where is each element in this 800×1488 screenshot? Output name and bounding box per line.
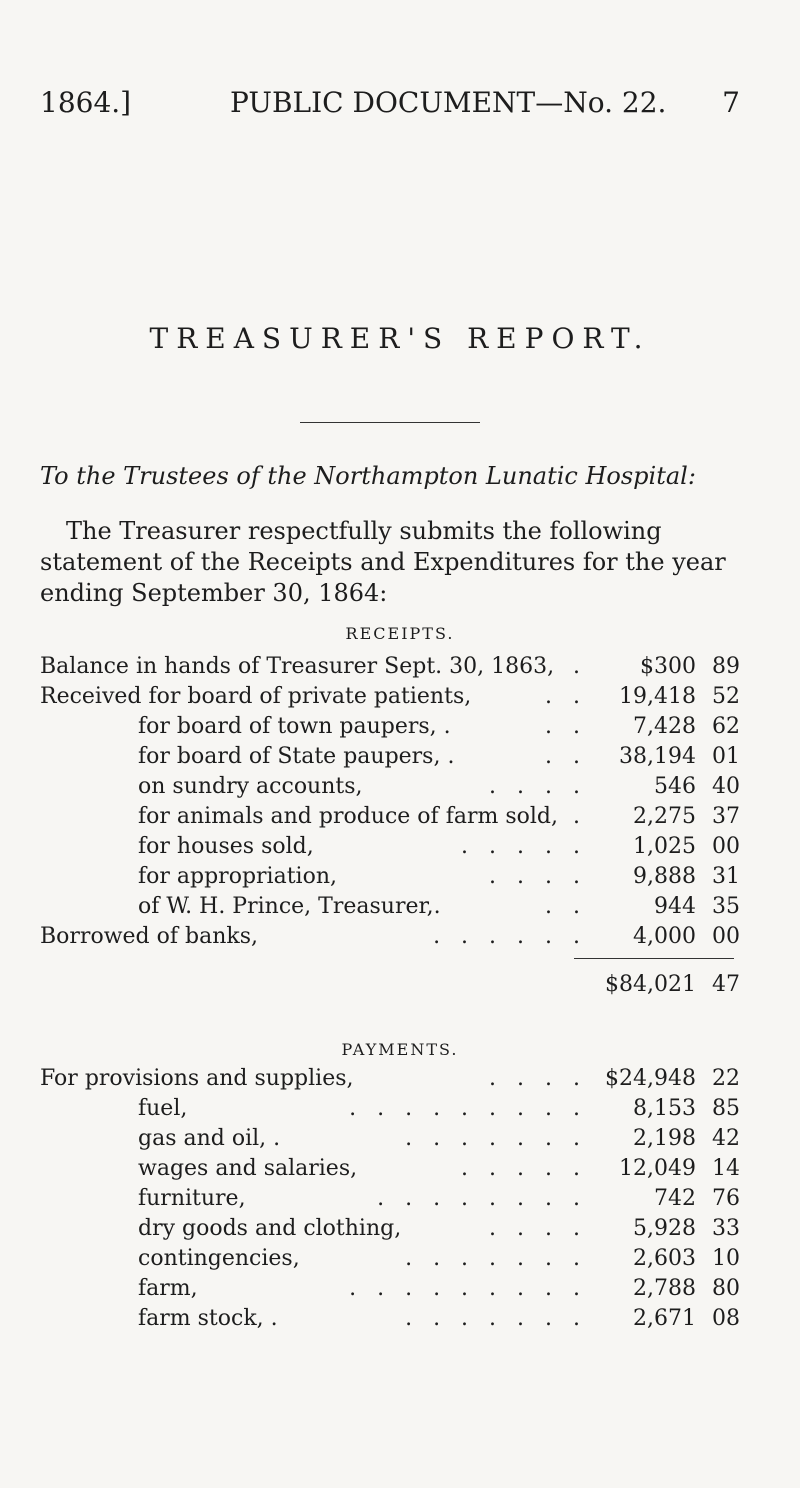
row-dollars: 2,671 — [633, 1306, 696, 1331]
table-row — [40, 802, 740, 832]
leader-dots: . . . . — [489, 1216, 580, 1241]
row-cents: 00 — [712, 834, 740, 859]
leader-dots: . . — [545, 714, 580, 739]
payments-table — [40, 1064, 740, 1334]
row-label: on sundry accounts, — [138, 774, 363, 799]
table-row — [40, 682, 740, 712]
receipts-total — [40, 970, 740, 1000]
leader-dots: . . . . . — [461, 1156, 580, 1181]
leader-dots: . . . . — [489, 774, 580, 799]
row-label: fuel, — [138, 1096, 188, 1121]
row-label: for board of State paupers, . — [138, 744, 455, 769]
row-label: furniture, — [138, 1186, 246, 1211]
table-row — [40, 862, 740, 892]
page-number: 7 — [722, 86, 740, 119]
row-dollars: 2,198 — [633, 1126, 696, 1151]
row-label: For provisions and supplies, — [40, 1066, 354, 1091]
receipts-total-cents: 47 — [712, 972, 740, 997]
row-cents: 89 — [712, 654, 740, 679]
row-dollars: 9,888 — [633, 864, 696, 889]
row-cents: 52 — [712, 684, 740, 709]
title-divider — [300, 422, 480, 423]
leader-dots: . — [573, 804, 580, 829]
leader-dots: . . . . . . — [433, 924, 580, 949]
row-cents: 42 — [712, 1126, 740, 1151]
row-dollars: 19,418 — [619, 684, 696, 709]
row-cents: 40 — [712, 774, 740, 799]
row-dollars: 4,000 — [633, 924, 696, 949]
row-dollars: 2,603 — [633, 1246, 696, 1271]
row-label: of W. H. Prince, Treasurer,. — [138, 894, 441, 919]
table-row — [40, 1214, 740, 1244]
leader-dots: . . . . . . . . . — [349, 1276, 580, 1301]
table-row — [40, 742, 740, 772]
table-row — [40, 1304, 740, 1334]
table-row — [40, 1244, 740, 1274]
table-row — [40, 652, 740, 682]
row-dollars: 546 — [654, 774, 696, 799]
receipts-total-dollars: $84,021 — [605, 972, 696, 997]
leader-dots: . . . . . . . . — [377, 1186, 580, 1211]
header-title: PUBLIC DOCUMENT—No. 22. — [230, 86, 667, 119]
row-cents: 85 — [712, 1096, 740, 1121]
row-cents: 62 — [712, 714, 740, 739]
table-row — [40, 1124, 740, 1154]
row-label: for animals and produce of farm sold, — [138, 804, 558, 829]
leader-dots: . . — [545, 684, 580, 709]
leader-dots: . . — [545, 744, 580, 769]
intro-paragraph: The Treasurer respectfully submits the following statement of the Receipts and Expenditures for the year ending September 30, 1864: — [40, 517, 726, 607]
table-row — [40, 892, 740, 922]
header-year: 1864.] — [40, 86, 132, 119]
row-cents: 10 — [712, 1246, 740, 1271]
row-dollars: 12,049 — [619, 1156, 696, 1181]
leader-dots: . . . . . . . — [405, 1126, 580, 1151]
table-row — [40, 1154, 740, 1184]
row-label: wages and salaries, — [138, 1156, 358, 1181]
row-cents: 35 — [712, 894, 740, 919]
leader-dots: . . . . — [489, 1066, 580, 1091]
row-label: Borrowed of banks, — [40, 924, 258, 949]
row-dollars: 1,025 — [633, 834, 696, 859]
row-dollars: 2,788 — [633, 1276, 696, 1301]
table-row — [40, 772, 740, 802]
row-dollars: 944 — [654, 894, 696, 919]
report-title: TREASURER'S REPORT. — [149, 322, 651, 355]
leader-dots: . . . . . — [461, 834, 580, 859]
table-row — [40, 832, 740, 862]
row-cents: 14 — [712, 1156, 740, 1181]
leader-dots: . . — [545, 894, 580, 919]
row-label: for houses sold, — [138, 834, 314, 859]
leader-dots: . . . . . . . — [405, 1246, 580, 1271]
row-dollars: 8,153 — [633, 1096, 696, 1121]
receipts-heading: RECEIPTS. — [345, 624, 455, 643]
row-label: contingencies, — [138, 1246, 300, 1271]
row-dollars: 2,275 — [633, 804, 696, 829]
row-cents: 80 — [712, 1276, 740, 1301]
row-label: gas and oil, . — [138, 1126, 281, 1151]
row-cents: 00 — [712, 924, 740, 949]
row-dollars: $24,948 — [605, 1066, 696, 1091]
row-label: farm stock, . — [138, 1306, 278, 1331]
row-dollars: 7,428 — [633, 714, 696, 739]
row-dollars: 742 — [654, 1186, 696, 1211]
row-label: Received for board of private patients, — [40, 684, 472, 709]
row-label: dry goods and clothing, — [138, 1216, 402, 1241]
table-row — [40, 712, 740, 742]
table-row — [40, 1094, 740, 1124]
row-cents: 08 — [712, 1306, 740, 1331]
running-header — [40, 86, 740, 126]
leader-dots: . — [573, 654, 580, 679]
receipts-total-rule — [574, 958, 734, 959]
row-cents: 22 — [712, 1066, 740, 1091]
payments-heading: PAYMENTS. — [341, 1040, 459, 1059]
table-row — [40, 1274, 740, 1304]
leader-dots: . . . . — [489, 864, 580, 889]
row-cents: 01 — [712, 744, 740, 769]
table-row — [40, 922, 740, 952]
row-cents: 33 — [712, 1216, 740, 1241]
leader-dots: . . . . . . . — [405, 1306, 580, 1331]
receipts-table — [40, 652, 740, 952]
row-dollars: 5,928 — [633, 1216, 696, 1241]
row-cents: 37 — [712, 804, 740, 829]
row-dollars: $300 — [640, 654, 696, 679]
leader-dots: . . . . . . . . . — [349, 1096, 580, 1121]
table-row — [40, 1064, 740, 1094]
row-cents: 76 — [712, 1186, 740, 1211]
row-dollars: 38,194 — [619, 744, 696, 769]
row-label: farm, — [138, 1276, 198, 1301]
row-label: Balance in hands of Treasurer Sept. 30, 1863, — [40, 654, 555, 679]
row-cents: 31 — [712, 864, 740, 889]
row-label: for board of town paupers, . — [138, 714, 451, 739]
table-row — [40, 1184, 740, 1214]
salutation: To the Trustees of the Northampton Lunatic Hospital: — [40, 462, 696, 490]
row-label: for appropriation, — [138, 864, 337, 889]
